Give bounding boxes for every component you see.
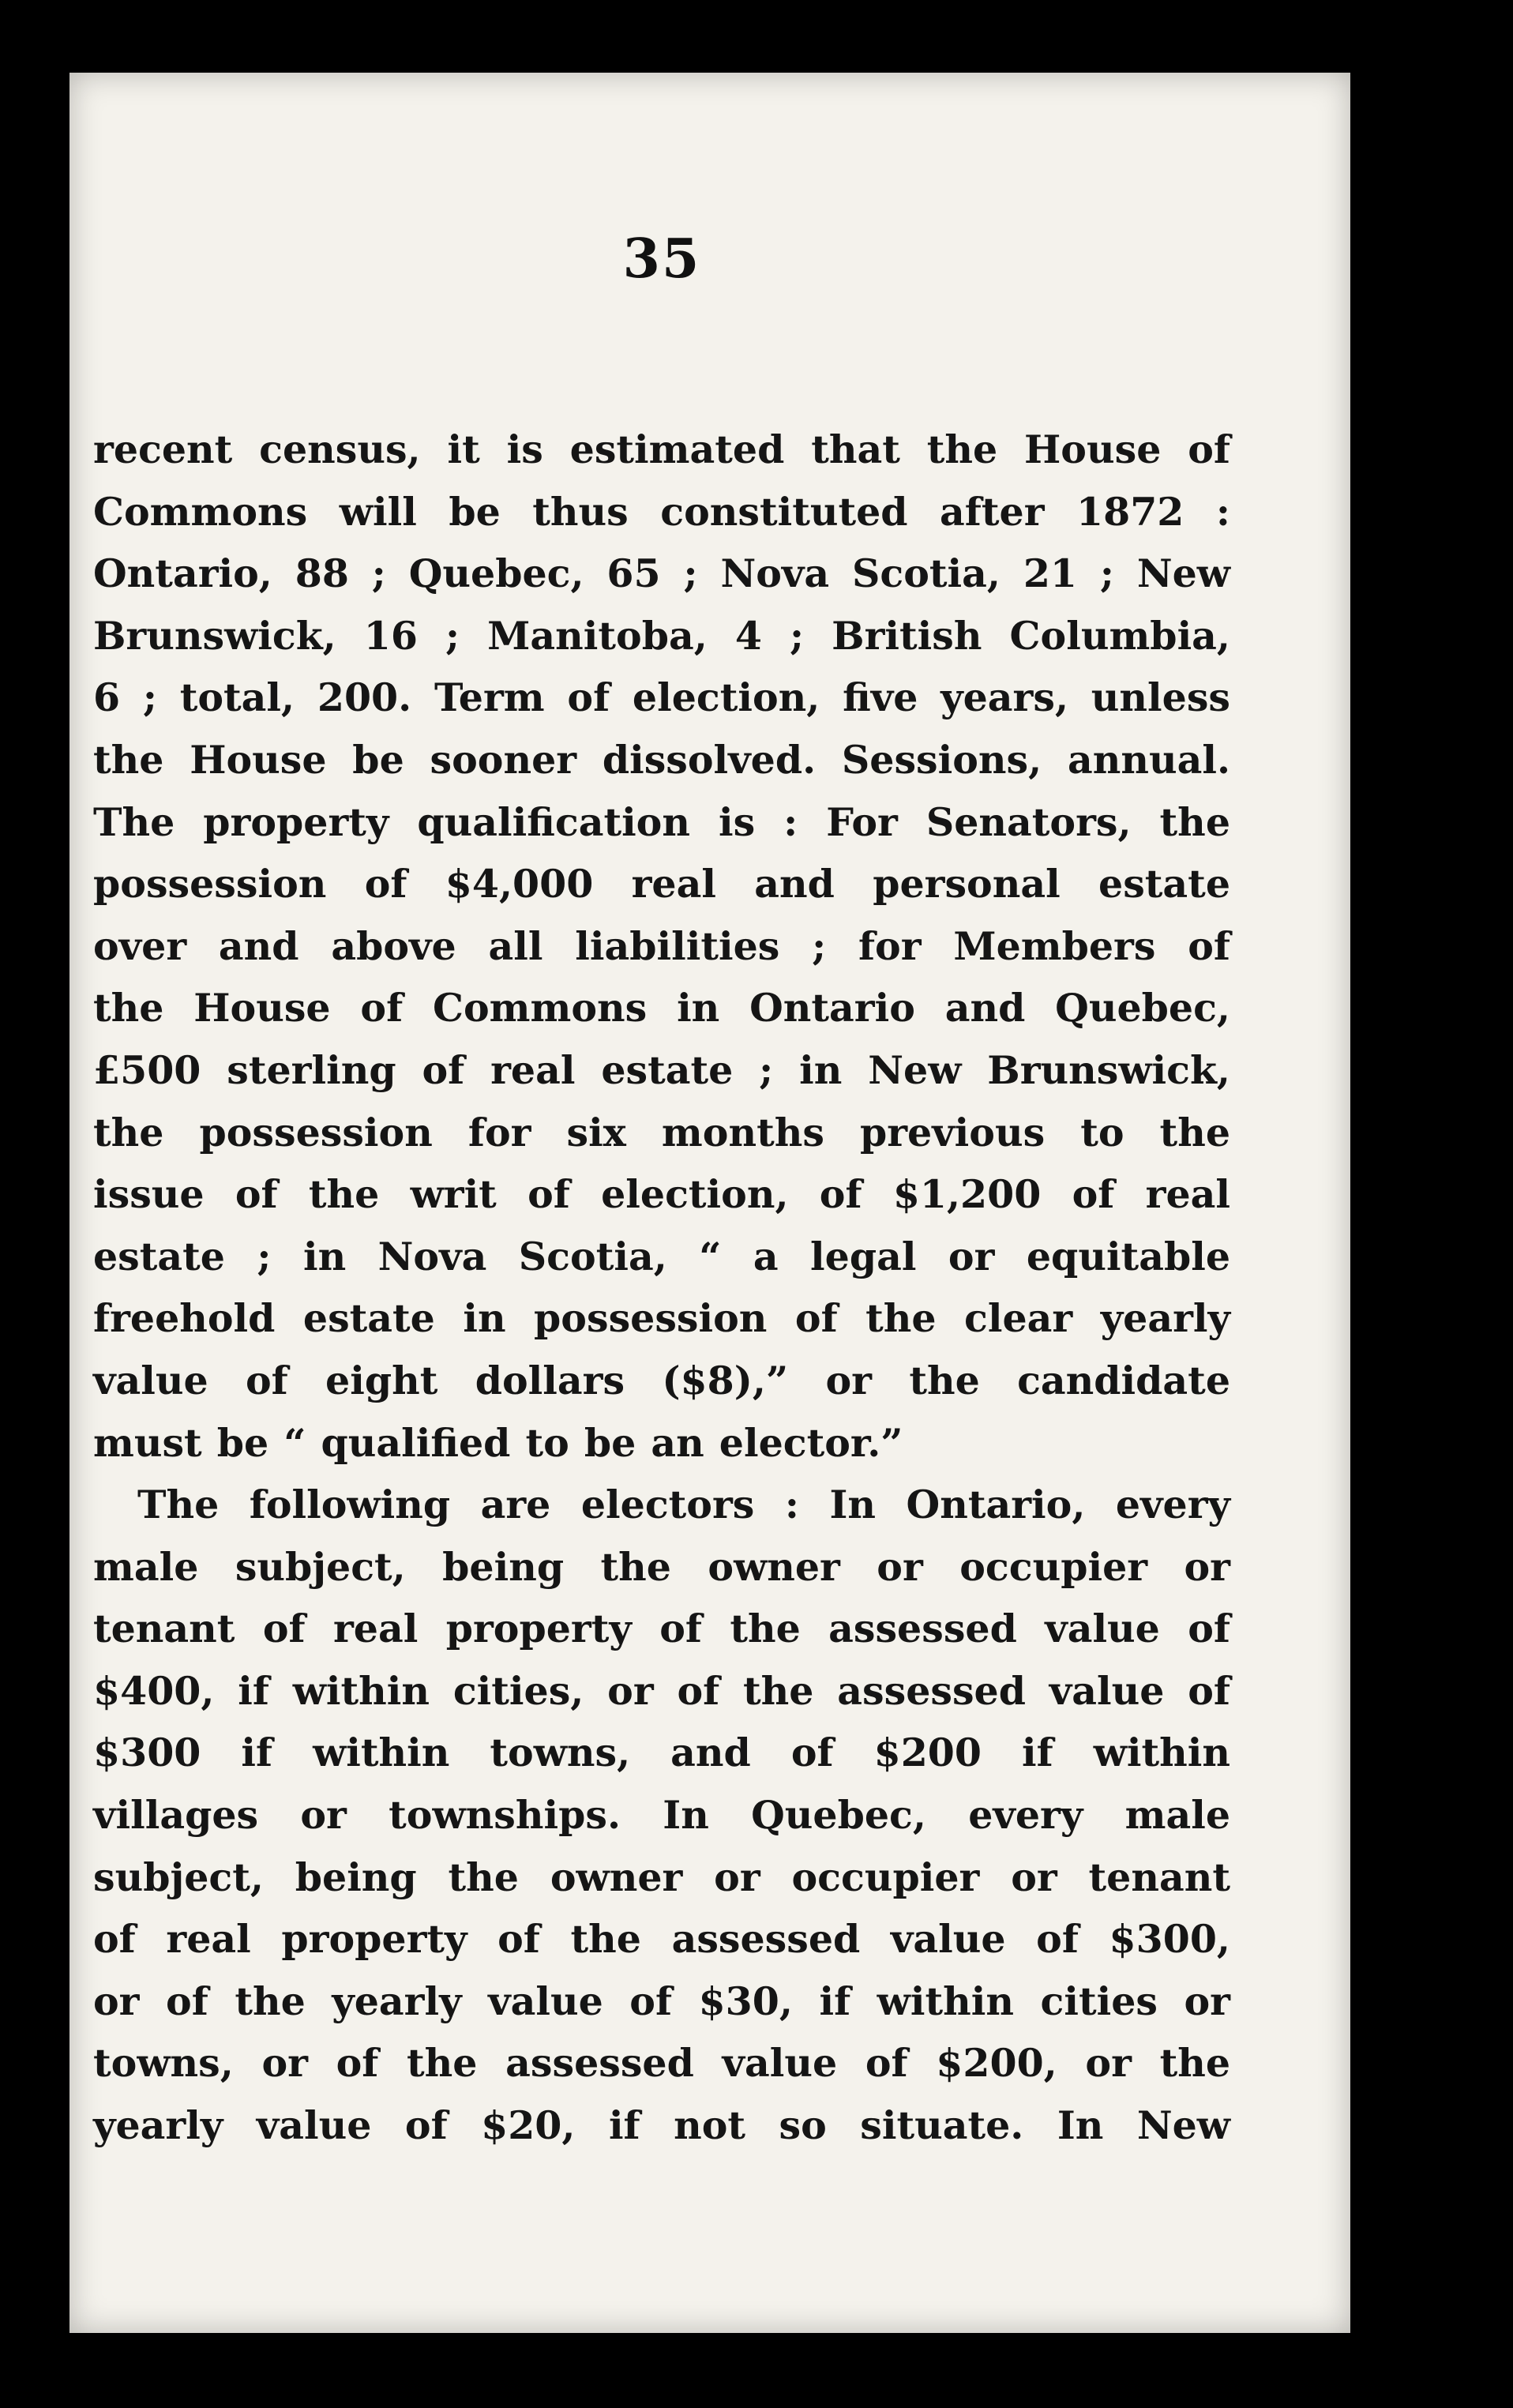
text-line: Ontario, 88 ; Quebec, 65 ; Nova Scotia, 21 ; New bbox=[93, 550, 1230, 597]
paragraph-house-of-commons bbox=[93, 419, 1230, 1474]
text-line: estate ; in Nova Scotia, “ a legal or equitable bbox=[93, 1233, 1230, 1279]
text-line: the possession for six months previous to the bbox=[93, 1109, 1230, 1155]
text-line: villages or townships. In Quebec, every male bbox=[93, 1792, 1230, 1839]
paragraph-electors bbox=[93, 1474, 1230, 2157]
text-line: Commons will be thus constituted after 1872 : bbox=[93, 488, 1230, 535]
text-line: towns, or of the assessed value of $200, or the bbox=[93, 2040, 1230, 2087]
page-number: 35 bbox=[622, 227, 701, 291]
text-line: must be “ qualified to be an elector.” bbox=[93, 1419, 903, 1466]
text-line: The property qualification is : For Senators, the bbox=[93, 798, 1230, 845]
text-line: £500 sterling of real estate ; in New Brunswick, bbox=[93, 1046, 1230, 1093]
text-line: freehold estate in possession of the clear yearly bbox=[93, 1295, 1230, 1342]
text-line: yearly value of $20, if not so situate. In New bbox=[93, 2102, 1230, 2149]
text-line: or of the yearly value of $30, if within cities or bbox=[93, 1978, 1230, 2024]
text-line: over and above all liabilities ; for Members of bbox=[93, 922, 1230, 969]
book-page bbox=[69, 73, 1350, 2333]
text-line: possession of $4,000 real and personal estate bbox=[93, 861, 1230, 907]
text-line: the House be sooner dissolved. Sessions, annual. bbox=[93, 736, 1230, 783]
text-line: 6 ; total, 200. Term of election, five years, unless bbox=[93, 674, 1230, 721]
text-line: issue of the writ of election, of $1,200 of real bbox=[93, 1171, 1230, 1218]
text-line: value of eight dollars ($8),” or the candidate bbox=[93, 1357, 1230, 1403]
text-line: tenant of real property of the assessed value of bbox=[93, 1606, 1230, 1652]
text-line: The following are electors : In Ontario, every bbox=[137, 1482, 1230, 1528]
text-line: male subject, being the owner or occupier or bbox=[93, 1543, 1230, 1590]
text-line: the House of Commons in Ontario and Quebec, bbox=[93, 985, 1230, 1031]
body-text bbox=[93, 419, 1230, 2157]
text-line: $300 if within towns, and of $200 if within bbox=[93, 1730, 1230, 1776]
text-line: Brunswick, 16 ; Manitoba, 4 ; British Columbia, bbox=[93, 612, 1230, 659]
text-line: $400, if within cities, or of the assessed value of bbox=[93, 1667, 1230, 1714]
text-line: subject, being the owner or occupier or tenant bbox=[93, 1854, 1230, 1900]
text-line: recent census, it is estimated that the House of bbox=[93, 426, 1230, 472]
text-line: of real property of the assessed value of $300, bbox=[93, 1916, 1230, 1963]
